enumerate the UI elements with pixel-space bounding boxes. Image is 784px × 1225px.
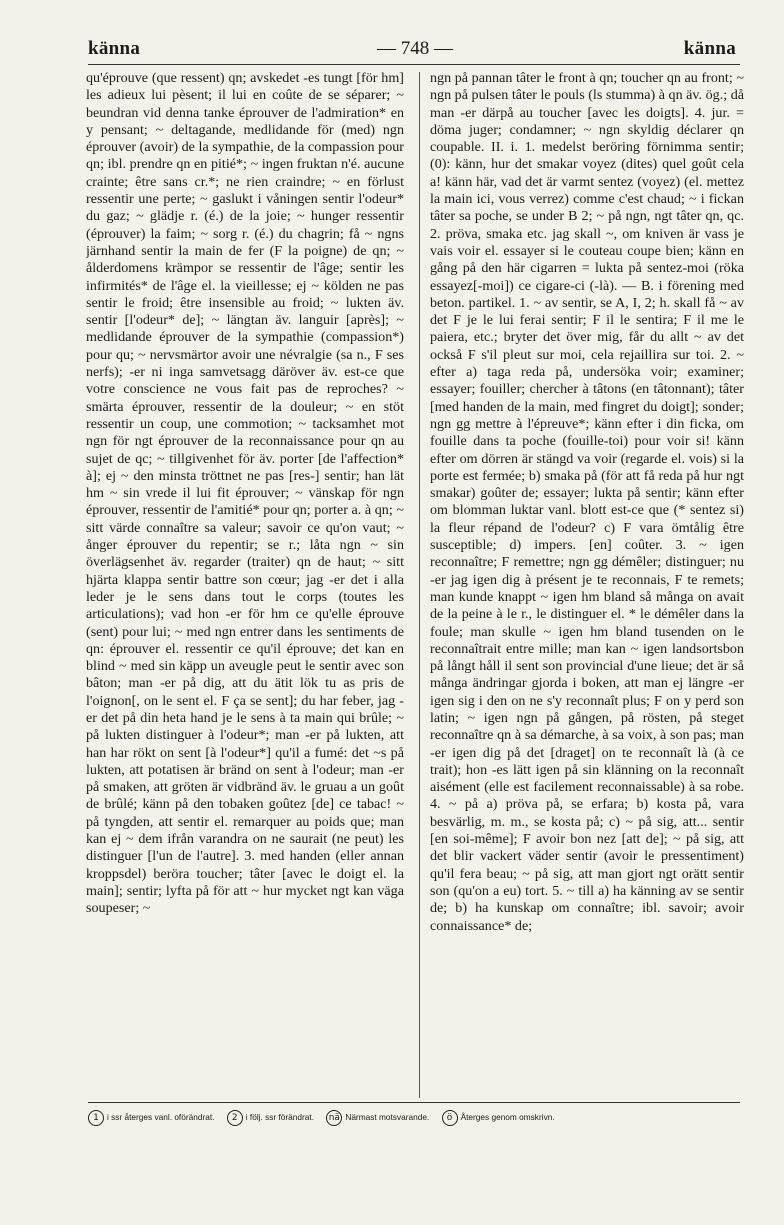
- headword-left: känna: [88, 38, 141, 59]
- column-divider: [419, 72, 420, 1098]
- footnote-text: i följ. ssr förändrat.: [245, 1112, 315, 1123]
- right-column: [430, 70, 744, 1100]
- footnote-symbol: 2: [227, 1110, 243, 1126]
- footnote-symbol: ö: [442, 1110, 458, 1126]
- right-column-text: ngn på pannan tâter le front à qn; toucher qn au front; ~ ngn på pulsen tâter le pouls (ls stumma) à qn äv. ög.; då man -er därpå au toucher [avec les doigts]. 4. jur. = döma juger; condamner; ~ ngn skyldig déclarer qn coupable. II. i. 1. medelst beröring förnimma sentir; (0): känn, hur det smakar voyez (dites) quel goût cela a! känn här, vad det är varmt sentez (voyez) (el. mettez la main ici, vous verrez) comme c'est chaud; ~ i fickan tâter sa poche, se under B 2; ~ på ngn, ngt tâter qn, qc. 2. pröva, smaka etc. jag skall ~, om kniven är vass je vais voir el. essayer si le couteau coupe bien; känn en gång på den här cigarren = lukta på sentez-moi (röka essayez[-moi]) ce cigare-ci (-là). — B. i förening med beton. partikel. 1. ~ av sentir, se A, I, 2; h. skall få ~ av det F je le lui ferai sentir; F il le sentira; F il me le paiera, etc.; bryter det över mig, får du allt ~ av det också F s'il pleut sur moi, cela rejaillira sur toi. 2. ~ efter a) taga reda på, undersöka voir; examiner; essayer; fouiller; chercher à tâtons (en tâtonnant); tâter [med handen de la main, med fingret du doigt]; sonder; ngn gg mettre à l'épreuve*; känn efter i din ficka, om fouille dans ta poche (fouille-toi) pour voir si! känn efter om dörren är stängd va voir (regarde el. vois) si la porte est fermée; b) smaka på (för att få reda på hur ngt smakar) goûter de; essayer; lukta på sentir; känn efter om blomman luktar vanl. blott est-ce que (* sentez si) la fleur répand de l'odeur? c) F vara ömtålig être susceptible; d) impers. [en] coûter. 3. ~ igen reconnaître; F remettre; ngn gg démêler; distinguer; nu -er jag igen dig à présent je te reconnais, F te remets; man kunde knappt ~ igen hm bland så många on avait de la peine à le r., le distinguer el. * le démêler dans la foule; man skulle ~ igen hm bland tusenden on le reconnaîtrait entre mille; man kan ~ igen landsortsbon på långt håll il sent son provincial d'une lieue; det är så många ändringar gjorda i boken, att man ej längre -er igen sig i den on ne s'y reconnaît plus; F on y perd son latin; ~ igen ngn på gången, på rösten, på steget reconnaître qn à sa démarche, à sa voix, à son pas; man -er igen dig på det [draget] on te reconnaît là (à ce trait); hon -es lätt igen på sin klänning on la reconnaît aisément (elle est facilement reconnaissable) à sa robe. 4. ~ på a) pröva på, se erfara; b) kosta på, vara besvärlig, m. m., se kosta på; c) ~ på sig, att... sentir [en soi-même]; F avoir bon nez [att de]; ~ på sig, att det blir vackert väder sentir (avoir le pressentiment) qu'il fera beau; ~ på sig, att man gjort ngt orätt sentir son (qu'on a eu) tort. 5. ~ till a) ha känning av se sentir de; b) ha kunskap om connaître; ibl. savoir; avoir connaissance* de;: [430, 70, 744, 934]
- footnote: [442, 1110, 555, 1126]
- footnote-symbol: nä: [326, 1110, 342, 1126]
- footnote: [326, 1110, 429, 1126]
- footnote-symbol: 1: [88, 1110, 104, 1126]
- page-number: — 748 —: [377, 38, 453, 59]
- left-column-text: qu'éprouve (que ressent) qn; avskedet -es tungt [för hm] les adieux lui pèsent; il lui en coûte de se séparer; ~ beundran vid denna tanke éprouver de l'admiration* en y pensant; ~ deltagande, medlidande för (med) ngn éprouver (avoir) de la sympathie, de la compassion pour qn; ibl. prendre qn en pitié*; ~ ingen fruktan n'é. aucune crainte; être sans cr.*; ne rien craindre; ~ en förlust ressentir une perte; ~ gaslukt i våningen sentir l'odeur* du gaz; ~ glädje r. (é.) de la joie; ~ hunger ressentir (éprouver) la faim; ~ sorg r. (é.) du chagrin; få ~ ngns järnhand sentir la main de fer (F la poigne) de qn; ~ ålderdomens krämpor se ressentir de l'âge; sentir les infirmités* de l'âge el. la vieillesse; ej ~ kölden ne pas sentir le froid; être insensible au froid; ~ lukten äv. sentir [l'odeur* de]; ~ längtan äv. languir [après]; ~ medlidande éprouver de la sympathie (compassion*) pour qu; ~ nervsmärtor avoir une névralgie (sa n., F ses nerfs); -er ni inga samvetsagg däröver äv. est-ce que votre conscience ne vous fait pas de reproches? ~ smärta éprouver, ressentir de la douleur; ~ en stöt ressentir un coup, une commotion; ~ tacksamhet mot ngn för ngt éprouver de la reconnaissance pour qn au sujet de qc; ~ tillgivenhet för äv. porter [de l'affection* à]; ej ~ den minsta tröttnet ne pas [res-] sentir; han lät hm ~ sin vrede il lui fit éprouver; ~ vänskap för ngn éprouver, ressentir de l'amitié* pour qn; porter a. à qn; ~ sitt värde connaître sa valeur; savoir ce qu'on vaut; ~ ånger éprouver du repentir; se r.; låta ngn ~ sin överlägsenhet äv. regarder (traiter) qn de haut; ~ sitt hjärta klappa sentir battre son cœur; jag -er det i alla leder je le sens dans tout le corps (toutes les articulations); vad hon -er för hm ce qu'elle éprouve (sent) pour lui; ~ med ngn entrer dans les sentiments de qn: éprouver el. ressentir ce qu'il éprouve; det kan en blind ~ med sin käpp un aveugle peut le sentir avec son bâton; man -er på dig, att du ätit lök tu as pris de l'oignon[, on le sent el. F ça se sent]; du har feber, jag -er det på din heta hand je le sens à ta main qui brûle; ~ på lukten distinguer à l'odeur*; man -er på lukten, att han har rökt on sent [à l'odeur*] qu'il a fumé: det ~s på lukten, att potatisen är bränd on sent à l'odeur; man -er på smaken, att gröten är vidbränd äv. le gruau a un goût de brûlé; känn på den tobaken goûtez [de] ce tabac! ~ på tyngden, att sentir el. remarquer au poids que; man kan ej ~ dem ifrån varandra on ne saurait (ne peut) les distinguer [l'un de l'autre]. 3. med handen (eller annan kroppsdel) beröra toucher; tâter [avec le doigt el. la main]; sentir; lyfta på för att ~ hur mycket ngt kan väga soupeser; ~: [86, 70, 404, 917]
- footnote: [88, 1110, 214, 1126]
- footnote-text: Närmast motsvarande.: [345, 1112, 430, 1123]
- footnotes: [88, 1110, 748, 1126]
- footnote: [227, 1110, 314, 1126]
- headword-right: känna: [683, 38, 736, 59]
- left-column: [86, 70, 404, 1100]
- footnote-text: Återges genom omskrivn.: [460, 1112, 555, 1123]
- footer-rule: [88, 1102, 740, 1103]
- header-rule: [88, 64, 740, 65]
- footnote-text: i ssr återges vanl. oförändrat.: [107, 1112, 215, 1123]
